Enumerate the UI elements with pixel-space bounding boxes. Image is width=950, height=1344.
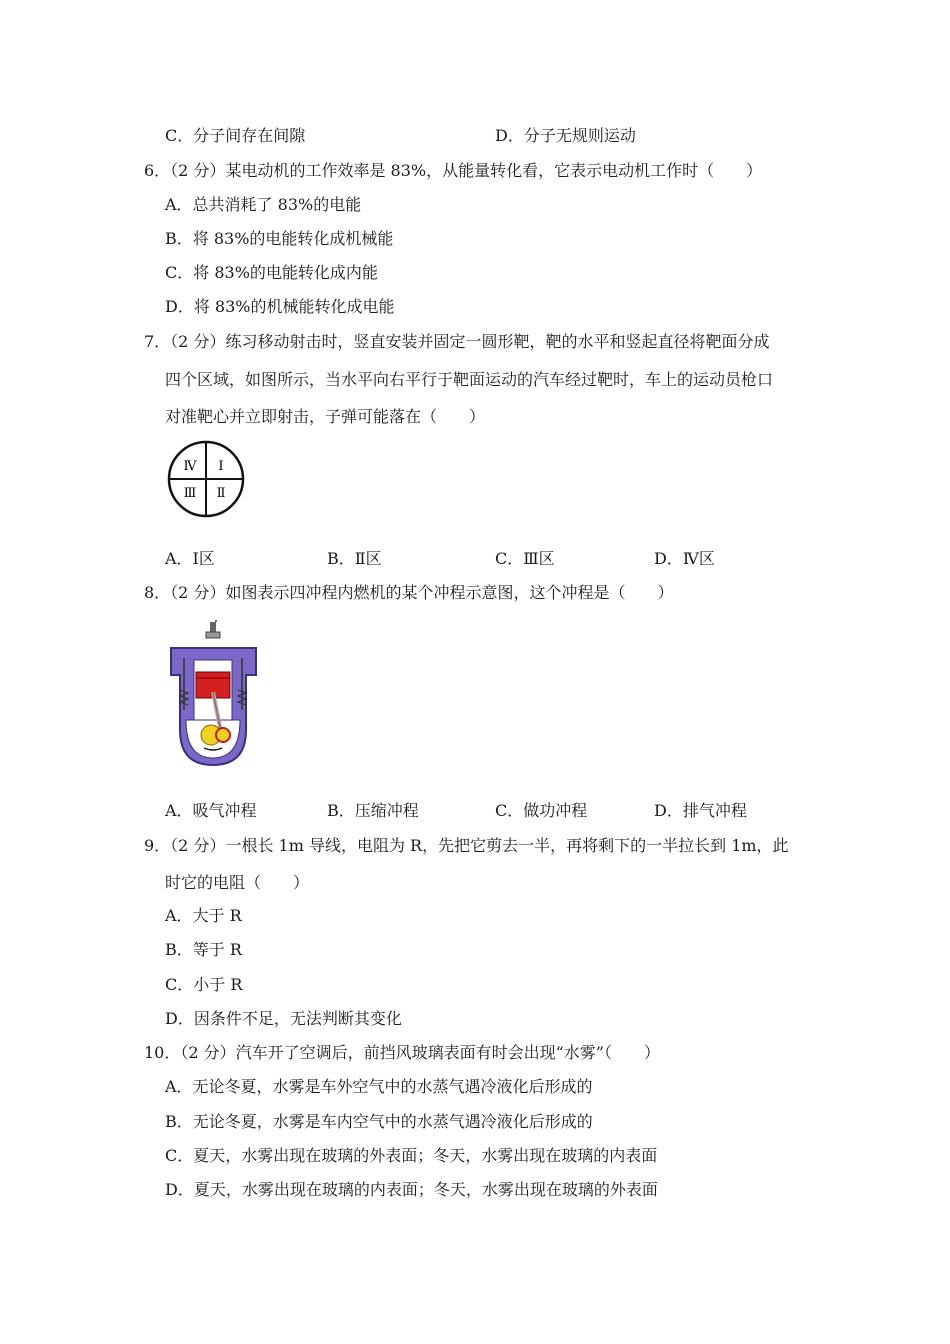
q5-option-c: C．分子间存在间隙 — [165, 126, 306, 145]
target-region-4-label: Ⅳ — [183, 459, 197, 474]
q8-stem: 8．（2 分）如图表示四冲程内燃机的某个冲程示意图，这个冲程是（ ） — [144, 583, 674, 602]
q6-stem: 6．（2 分）某电动机的工作效率是 83%，从能量转化看，它表示电动机工作时（ ） — [144, 161, 763, 180]
q8-option-a: A．吸气冲程 — [165, 801, 257, 820]
q10-option-d: D．夏天，水雾出现在玻璃的内表面；冬天，水雾出现在玻璃的外表面 — [165, 1180, 658, 1199]
q6-option-d: D．将 83%的机械能转化成电能 — [165, 297, 395, 316]
q7-stem-line2: 四个区域，如图所示，当水平向右平行于靶面运动的汽车经过靶时，车上的运动员枪口 — [165, 370, 774, 389]
q9-stem-line1: 9．（2 分）一根长 1m 导线，电阻为 R，先把它剪去一半，再将剩下的一半拉长到 1m，此 — [144, 836, 789, 855]
q8-option-b: B．压缩冲程 — [327, 801, 419, 820]
q6-option-a: A．总共消耗了 83%的电能 — [165, 195, 362, 214]
q9-option-b: B．等于 R — [165, 940, 242, 959]
crank-pin — [216, 728, 230, 742]
target-region-3-label: Ⅲ — [183, 486, 197, 501]
q5-option-d: D．分子无规则运动 — [495, 126, 636, 145]
q7-option-a: A．Ⅰ区 — [165, 549, 215, 568]
q10-option-c: C．夏天，水雾出现在玻璃的外表面；冬天，水雾出现在玻璃的内表面 — [165, 1146, 658, 1165]
q9-option-d: D．因条件不足，无法判断其变化 — [165, 1009, 402, 1028]
q7-stem-line3: 对准靶心并立即射击，子弹可能落在（ ） — [165, 407, 486, 426]
q6-option-b: B．将 83%的电能转化成机械能 — [165, 229, 394, 248]
q9-option-a: A．大于 R — [165, 906, 242, 925]
target-diagram — [166, 439, 246, 519]
q6-option-c: C．将 83%的电能转化成内能 — [165, 263, 378, 282]
q7-option-b: B．Ⅱ区 — [327, 549, 382, 568]
target-region-2-label: Ⅱ — [216, 486, 226, 501]
engine-diagram — [166, 620, 261, 770]
q10-stem: 10．（2 分）汽车开了空调后，前挡风玻璃表面有时会出现“水雾”（ ） — [144, 1043, 660, 1062]
q7-stem-line1: 7．（2 分）练习移动射击时，竖直安装并固定一圆形靶，靶的水平和竖起直径将靶面分成 — [144, 332, 770, 351]
target-region-1-label: Ⅰ — [218, 459, 224, 474]
q10-option-a: A．无论冬夏，水雾是车外空气中的水蒸气遇冷液化后形成的 — [165, 1077, 593, 1096]
q9-option-c: C．小于 R — [165, 975, 243, 994]
q8-option-c: C．做功冲程 — [495, 801, 588, 820]
q10-option-b: B．无论冬夏，水雾是车内空气中的水蒸气遇冷液化后形成的 — [165, 1112, 593, 1131]
q7-option-c: C．Ⅲ区 — [495, 549, 555, 568]
q8-option-d: D．排气冲程 — [654, 801, 747, 820]
q9-stem-line2: 时它的电阻（ ） — [165, 873, 310, 892]
q7-option-d: D．Ⅳ区 — [654, 549, 715, 568]
